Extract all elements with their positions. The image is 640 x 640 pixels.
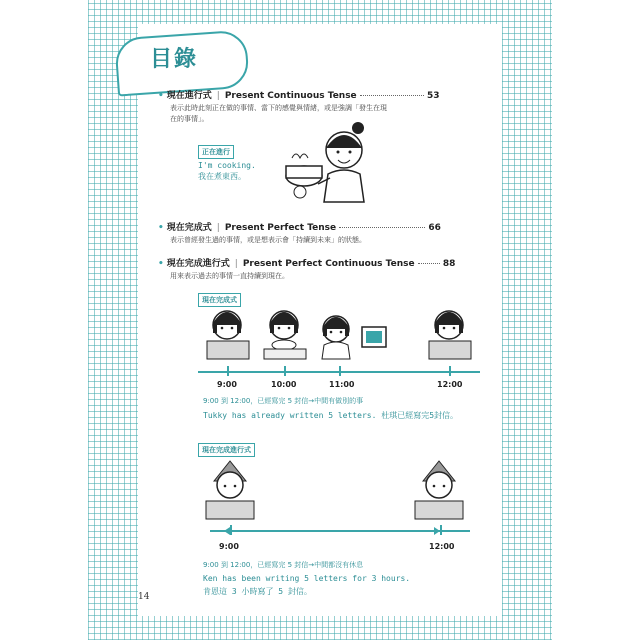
- bullet-icon: •: [158, 223, 164, 233]
- entry-en: Present Perfect Tense: [224, 223, 337, 233]
- cooking-speech: [198, 160, 256, 182]
- tick: [230, 525, 232, 535]
- tag-in-progress: 正在進行: [198, 145, 234, 159]
- entry-desc: [170, 235, 460, 246]
- time-label: 10:00: [271, 380, 297, 389]
- separator: |: [216, 223, 220, 233]
- leader-dots: [418, 263, 440, 264]
- example-sentence-zh: 肯恩這 3 小時寫了 5 封信。: [203, 587, 312, 596]
- desc-line: 表示此時此刻正在做的事情、當下的感覺與情緒，或是強調「發生在現: [170, 104, 387, 112]
- boy-writing-9: [204, 457, 256, 521]
- speech-line-zh: 我在煮東西。: [198, 172, 246, 181]
- entry-zh: 現在完成進行式: [166, 259, 230, 269]
- entry-en: Present Continuous Tense: [224, 91, 357, 101]
- entry-desc: [170, 271, 460, 282]
- cooking-girl-illustration: [262, 118, 382, 203]
- time-label: 11:00: [329, 380, 355, 389]
- girl-watching-tv-11: [314, 305, 394, 363]
- girl-at-desk-12: [427, 305, 477, 363]
- entry-en: Present Perfect Continuous Tense: [242, 259, 415, 269]
- entry-zh: 現在進行式: [166, 91, 212, 101]
- time-label: 9:00: [219, 542, 239, 551]
- leader-dots: [360, 95, 424, 96]
- girl-eating-10: [262, 305, 312, 363]
- separator: |: [234, 259, 238, 269]
- tag-present-perfect-continuous: 現在完成進行式: [198, 443, 255, 457]
- tick: [227, 366, 229, 376]
- example-note: 9:00 到 12:00，已經寫完 5 封信→中間有做別的事: [203, 397, 364, 405]
- time-label: 12:00: [437, 380, 463, 389]
- girl-at-desk-9: [205, 305, 255, 363]
- tick: [440, 525, 442, 535]
- page-number: 14: [138, 592, 150, 602]
- bullet-icon: •: [158, 91, 164, 101]
- leader-dots: [339, 227, 425, 228]
- tick: [284, 366, 286, 376]
- entry-page: 88: [442, 259, 456, 269]
- desc-line: 在的事情」。: [170, 115, 209, 123]
- example-sentence: Ken has been writing 5 letters for 3 hours.: [203, 574, 411, 583]
- example-note: 9:00 到 12:00，已經寫完 5 封信→中間都沒有休息: [203, 561, 364, 569]
- toc-entry-present-perfect[interactable]: [158, 220, 441, 233]
- time-label: 9:00: [217, 380, 237, 389]
- entry-page: 66: [428, 223, 441, 233]
- toc-entry-present-continuous[interactable]: [158, 88, 439, 101]
- tick: [339, 366, 341, 376]
- desc-line: 用來表示過去的事情一直持續到現在。: [170, 272, 289, 280]
- tick: [449, 366, 451, 376]
- tag-present-perfect: 現在完成式: [198, 293, 241, 307]
- example-sentence: Tukky has already written 5 letters. 杜琪已經寫完5封信。: [203, 411, 459, 420]
- toc-entry-present-perfect-continuous[interactable]: [158, 256, 455, 269]
- time-label: 12:00: [429, 542, 455, 551]
- page-title: 目錄: [150, 47, 199, 72]
- bullet-icon: •: [158, 259, 164, 269]
- boy-writing-12: [413, 457, 465, 521]
- separator: |: [216, 91, 220, 101]
- timeline-perfect-continuous: [210, 530, 470, 532]
- speech-line-en: I'm cooking.: [198, 161, 256, 170]
- desc-line: 表示曾經發生過的事情，或是想表示會「持續到未來」的狀態。: [170, 236, 366, 244]
- entry-zh: 現在完成式: [166, 223, 212, 233]
- entry-page: 53: [426, 91, 440, 101]
